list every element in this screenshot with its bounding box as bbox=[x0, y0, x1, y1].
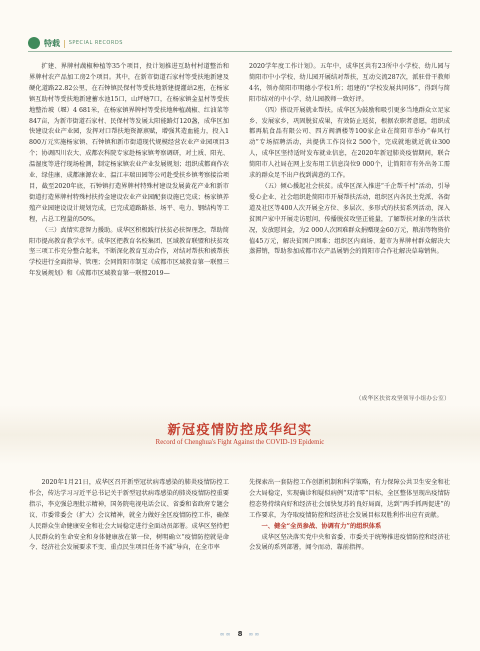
article-title: 新冠疫情防控成华纪实 bbox=[167, 423, 313, 438]
section-title: 特载 bbox=[44, 38, 60, 48]
yearbook-logo-icon bbox=[28, 37, 40, 49]
section-subheading: 一、健全“全员参战、协调有力”的组织体系 bbox=[261, 522, 382, 530]
text-column-top-left bbox=[29, 62, 229, 280]
paragraph: 2020学年度工作计划》。五年中，成华区共有23所中小学校、幼儿园与简阳市中小学校、幼儿园开展结对帮扶，互动交流287次，派驻骨干教师4名，领办简阳市明德小学校1所；组建的“学校发展共同体”，得到与简阳市结对的中小学、幼儿园教师一致好评。 bbox=[249, 63, 450, 103]
paragraph: （三）真情实意智力援助。成华区积极践行扶贫必扶智理念，帮助简阳市提高教育教学水平。成华区把教育名校集团、区域教育联盟和扶贫攻坚三项工作充分整合起来，不断深化教育互动合作，对结对帮扶和被帮扶学校进行全面指导、管理；会同简阳市制定《成都市区域教育第一联盟三年发展规划》和《成都市区域教育第一联盟2019— bbox=[29, 226, 229, 278]
footer-ornament-right: ∞∞ bbox=[248, 631, 261, 638]
header-rule bbox=[28, 51, 452, 52]
section-title-en: SPECIAL RECORDS bbox=[68, 40, 123, 46]
header-separator: | bbox=[63, 38, 66, 48]
paragraph: 2020年1月21日，成华区召开新型冠状病毒感染的肺炎疫情防控工作会，传达学习习近平总书记关于新型冠状病毒感染的肺炎疫情防控重要指示，李克强总理批示精神，国务院电视电话会议、省委和省政府专题会议、市委常委会（扩大）会议精神，就全力做好全区疫情防控工作，确保人民群众生命健康安全和社会大局稳定进行全面动员部署。成华区坚持把人民群众的生命安全和身体健康放在第一位，树明确立“疫情防控就是命令、经济社会发展要求不变、重点民生项目任务不减”导向，在全市率 bbox=[29, 479, 229, 552]
footer-ornament-left: ∞∞ bbox=[219, 631, 232, 638]
text-column-bottom-right bbox=[249, 478, 450, 554]
page-number: 8 bbox=[237, 630, 243, 638]
attribution: （成华区扶贫攻坚领导小组办公室） bbox=[355, 396, 450, 402]
paragraph: （五）倾心援起社会扶贫。成华区深入推进“千企帮千村”活动，引导爱心企业、社会组织赴简阳市开展帮扶活动，组织区内各民主党派、各街道及社区等400人次开展全方位、多层次、多形式的扶贫系列活动，深入贫困户家中开展走访慰问，传播脱贫攻坚正能量，了解帮扶对象的生活状况，发放慰问金，为2 000人次困难群众捐赠现金60万元，粮油等物资价值45万元，解决贫困户困难；组织区内商场、超市为界牌村群众解决大蒸滞销，帮助参加成都市农产品展销会的简阳市合作社解决草莓销售。 bbox=[249, 182, 450, 256]
text-column-top-right bbox=[249, 62, 450, 258]
text-column-bottom-left bbox=[29, 478, 229, 554]
article-title-en: Record of Chenghua's Fight Against the COVID-19 Epidemic bbox=[155, 439, 325, 446]
paragraph: （四）搭设开展就业帮扶。成华区为鼓励和吸引更多当地群众立足家乡、发展家乡，巩固脱贫成果，有效防止返贫，根据农职者意愿，组织成都再航食品有限公司、四方阀酒楼等100家企业在简阳市举办“春风行动”专场招聘活动，共提供工作岗位2 500个，完成就地就近就业300人，成华区坚持适时发布就业信息，在2020年新冠肺炎疫情期间，联合简阳市人社局在网上发布用工信息岗位9 000个，让简阳市有外出务工需求的群众足不出户找到满意的工作。 bbox=[249, 106, 450, 180]
paragraph: 成华区坚决落实党中央和省委、市委关于统筹推进疫情防控和经济社会发展的系列部署，闻令而动、靠前指挥。 bbox=[249, 533, 450, 552]
page-footer bbox=[0, 630, 480, 638]
paragraph: 先探索出一套防控工作创新机制和科学策略，有力保障公共卫生安全和社会大局稳定，实现确诊和疑似病例“双清零”目标，全区整体呈现出疫情防控态势持续向好和经济社会加快复苏的良好局面，达到“两手抓两促进”的工作要求，为夺取疫情防控和经济社会发展目标双胜利作出应有贡献。 bbox=[249, 479, 450, 519]
running-header bbox=[28, 36, 123, 50]
paragraph: 扩建、界牌村蔬椒种植等35个项目，投计划推进互助村村道整治和界牌村农产品加工房2个项目。其中，在新市街道石家村等受扶地新建及硬化道路22.82公里，在石钟镇民保村等受扶地新建提灌站2座，在杨家镇互助村等受扶地新建蓄水池15口，山坪塘7口，在杨家镇金星村等受扶地整治坡（堰）4 681米，在杨家镇界牌村等受扶地种植蔬椒、红油菜等847亩，为新市街道石家村、民保村等发展太阳能路灯120盏，成华区加快建设农业产业园，发挥对口帮扶地资源禀赋，增强其造血能力，投入1 800万元实施杨家镇、石钟镇和新市街道现代规模经营农业产业园项目3个；协调四川农大、成都农科院专家赴杨家镇考察调研，对土质、阳光、温湿度等进行现场检测，制定杨家镇农业产业发展规划；组织成都商作农业、绿佳康、成都康源农业、温江丰瑞田园等公司赴受扶乡镇考察接洽项目，截至2020年底，石钟镇打造界牌村特殊村建设发展黄花产业和新市街道打造界牌村特殊村扶持金建设农业产业园配套设施已完成；杨家镇养殖产业园建设设计规划完成，已完成道路路基、场平、电力、钢结构等工程，占总工程量的50%。 bbox=[29, 63, 229, 223]
